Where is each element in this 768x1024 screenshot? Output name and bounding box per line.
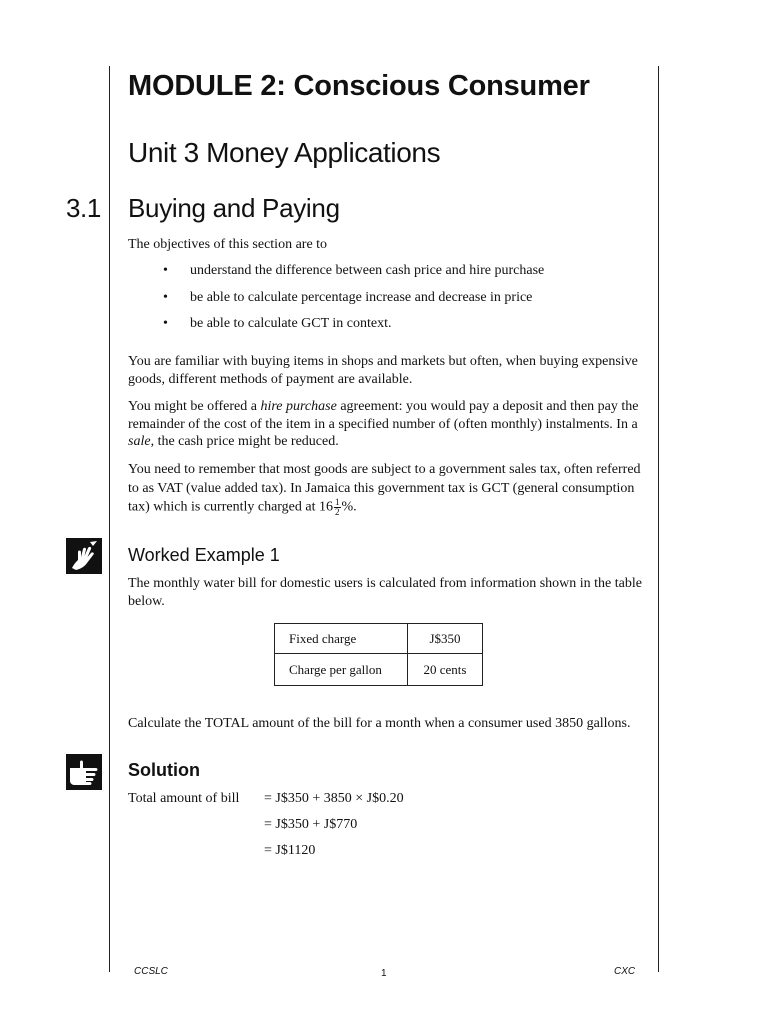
section-title: Buying and Paying: [128, 193, 340, 223]
objective-item: [128, 289, 544, 316]
objectives-intro: The objectives of this section are to: [128, 237, 328, 252]
gct-rate-whole: 16: [319, 499, 334, 515]
gct-rate-fraction: [334, 498, 341, 517]
left-margin-rule: [109, 66, 110, 972]
intro-paragraph: You are familiar with buying items in shops and markets but often, when buying expensive goods, different methods of payment are available.: [128, 354, 638, 387]
fraction-numerator: 1: [335, 497, 340, 507]
table-row: [275, 624, 483, 654]
right-margin-rule: [658, 66, 659, 972]
example-question: Calculate the TOTAL amount of the bill for a month when a consumer used 3850 gallons.: [128, 716, 631, 731]
objectives-list: [128, 262, 544, 342]
footer-right: CXC: [614, 966, 636, 977]
objective-text: be able to calculate percentage increase and decrease in price: [190, 289, 533, 305]
objective-text: understand the difference between cash price and hire purchase: [190, 263, 545, 278]
section-number: 3.1: [66, 193, 101, 223]
bullet-icon: •: [163, 289, 168, 305]
sale-term: sale: [128, 434, 151, 449]
solution-title: Solution: [128, 760, 200, 780]
tax-paragraph: [128, 461, 648, 517]
table-cell-value: 20 cents: [408, 654, 483, 686]
solution-label: Total amount of bill: [128, 791, 240, 806]
example-intro: The monthly water bill for domestic users is calculated from information shown in the table below.: [128, 576, 642, 609]
water-charges-table: [274, 623, 483, 686]
solution-step: = J$1120: [264, 843, 316, 858]
table-row: [275, 654, 483, 686]
text-run: You need to remember that most goods are subject to a government sales tax, often referred to as VAT (value added tax). In Jamaica this government tax is GCT (general consumption tax) which is currently charged at: [128, 462, 641, 515]
hire-purchase-paragraph: [128, 398, 648, 451]
page-number: 1: [381, 968, 387, 979]
text-run: %.: [341, 499, 357, 515]
solution-step: = J$350 + J$770: [264, 817, 358, 832]
fraction-denominator: 2: [335, 507, 340, 517]
bullet-icon: •: [163, 316, 168, 331]
solution-step: = J$350 + 3850 × J$0.20: [264, 791, 404, 806]
footer-left: CCSLC: [134, 966, 168, 977]
text-run: , the cash price might be reduced.: [150, 434, 339, 449]
objective-item: [128, 262, 544, 289]
objective-item: [128, 315, 544, 342]
text-run: agreement: you would pay a deposit and then pay the remainder of the cost of the item in a specified number of (often monthly) instalments. In a: [128, 399, 639, 432]
text-run: You might be offered a: [128, 399, 261, 414]
worked-example-title: Worked Example 1: [128, 545, 280, 565]
table-cell-label: Fixed charge: [275, 624, 408, 654]
pointing-hand-icon: [66, 754, 102, 790]
module-title: MODULE 2: Conscious Consumer: [128, 70, 590, 102]
writing-hand-icon: [66, 538, 102, 574]
table-cell-value: J$350: [408, 624, 483, 654]
unit-title: Unit 3 Money Applications: [128, 137, 441, 168]
hire-purchase-term: hire purchase: [260, 399, 337, 414]
objective-text: be able to calculate GCT in context.: [190, 316, 392, 331]
bullet-icon: •: [163, 263, 168, 278]
table-cell-label: Charge per gallon: [275, 654, 408, 686]
